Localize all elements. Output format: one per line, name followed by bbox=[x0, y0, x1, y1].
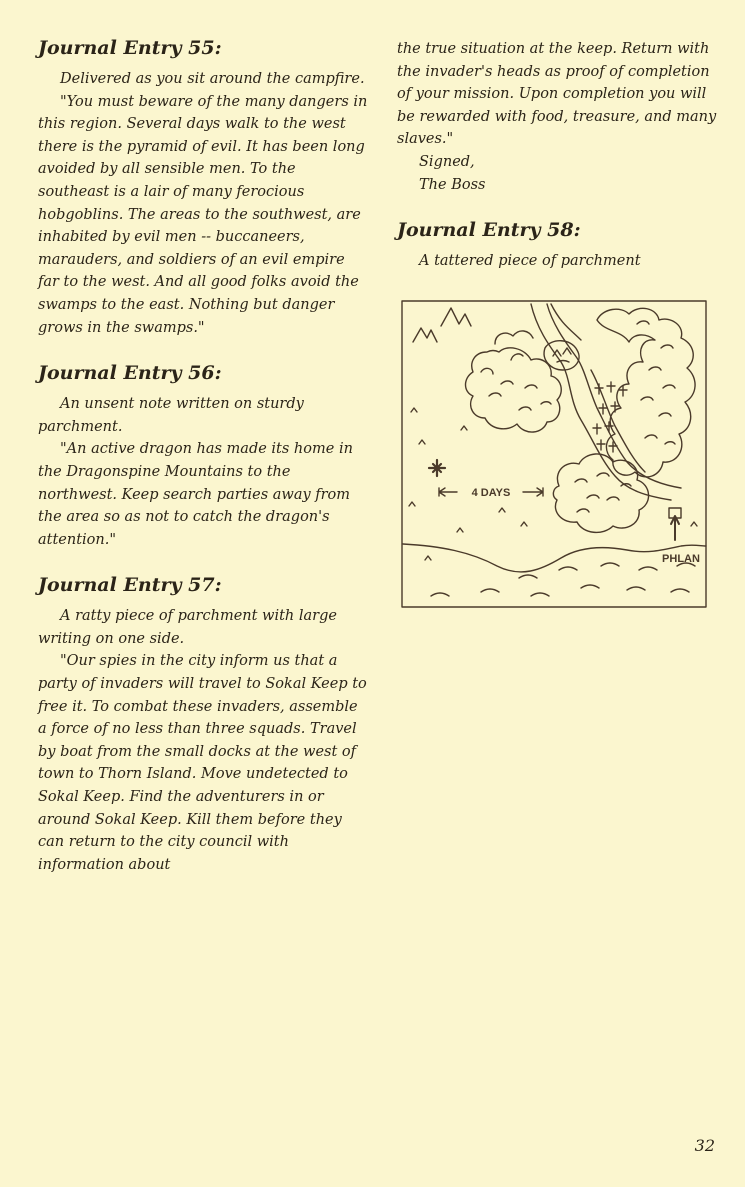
sea-waves bbox=[431, 563, 695, 596]
forest-east bbox=[597, 308, 695, 477]
tree-marks bbox=[593, 382, 627, 452]
coastline bbox=[403, 544, 706, 572]
distance-label: 4 DAYS bbox=[471, 487, 511, 499]
distance-arrow-right bbox=[523, 488, 543, 496]
map-border bbox=[402, 301, 706, 607]
entry-heading: Journal Entry 55: bbox=[38, 37, 222, 59]
entry-intro: A tattered piece of parchment bbox=[419, 253, 641, 270]
right-column bbox=[397, 38, 722, 295]
town-label: PHLAN bbox=[662, 553, 700, 565]
entry-body: "An active dragon has made its home in the Dragonspine Mountains to the northwest. Keep search parties away from the area so as not to catch the dragon's attention." bbox=[38, 441, 353, 548]
forest-south bbox=[553, 454, 648, 532]
parchment-map bbox=[401, 300, 707, 608]
entry-body-continued: the true situation at the keep. Return with the invader's heads as proof of completion of your mission. Upon completion you will be rewarded with food, treasure, and many slaves." bbox=[397, 41, 717, 148]
river-edge-west bbox=[531, 304, 671, 500]
entry-body: "You must beware of the many dangers in this region. Several days walk to the west there is the pyramid of evil. It has been long avoided by all sensible men. To the southeast is a lair of many ferocious hobgoblins. The areas to the southwest, are inhabited by evil men -- buccaneers, marauders, and soldiers of an evil empire far to the west. And all good folks avoid the swamps to the east. Nothing but danger grows in the swamps." bbox=[38, 93, 368, 336]
left-column bbox=[38, 36, 368, 898]
page-number: 32 bbox=[694, 1136, 715, 1155]
journal-entry-58 bbox=[397, 218, 722, 273]
mountain-icon bbox=[441, 308, 471, 326]
entry-heading: Journal Entry 56: bbox=[38, 362, 222, 385]
entry-heading: Journal Entry 58: bbox=[397, 219, 581, 242]
pyramid-marker bbox=[429, 460, 445, 476]
journal-entry-55 bbox=[38, 36, 368, 339]
entry-intro: Delivered as you sit around the campfire. bbox=[60, 71, 365, 87]
journal-entry-57 bbox=[38, 573, 368, 876]
entry-intro: An unsent note written on sturdy parchment. bbox=[38, 396, 304, 435]
entry-intro: A ratty piece of parchment with large writing on one side. bbox=[38, 608, 337, 647]
signer-name: The Boss bbox=[419, 176, 486, 193]
journal-entry-57-continued bbox=[397, 38, 722, 196]
forest-west bbox=[466, 348, 562, 432]
mountain-icon bbox=[413, 328, 437, 342]
town-arrow-icon bbox=[671, 516, 679, 540]
distance-arrow-left bbox=[439, 488, 457, 496]
entry-body: "Our spies in the city inform us that a party of invaders will travel to Sokal Keep to free it. To combat these invaders, assemble a force of no less than three squads. Travel by boat from the small docks at the west of town to Thorn Island. Move undetected to Sokal Keep. Find the adventurers in or around Sokal Keep. Kill them before they can return to the city council with information about bbox=[38, 653, 367, 873]
signature-line: Signed, bbox=[419, 153, 475, 170]
journal-entry-56 bbox=[38, 361, 368, 551]
entry-heading: Journal Entry 57: bbox=[38, 574, 222, 597]
grass-tufts bbox=[409, 408, 697, 560]
